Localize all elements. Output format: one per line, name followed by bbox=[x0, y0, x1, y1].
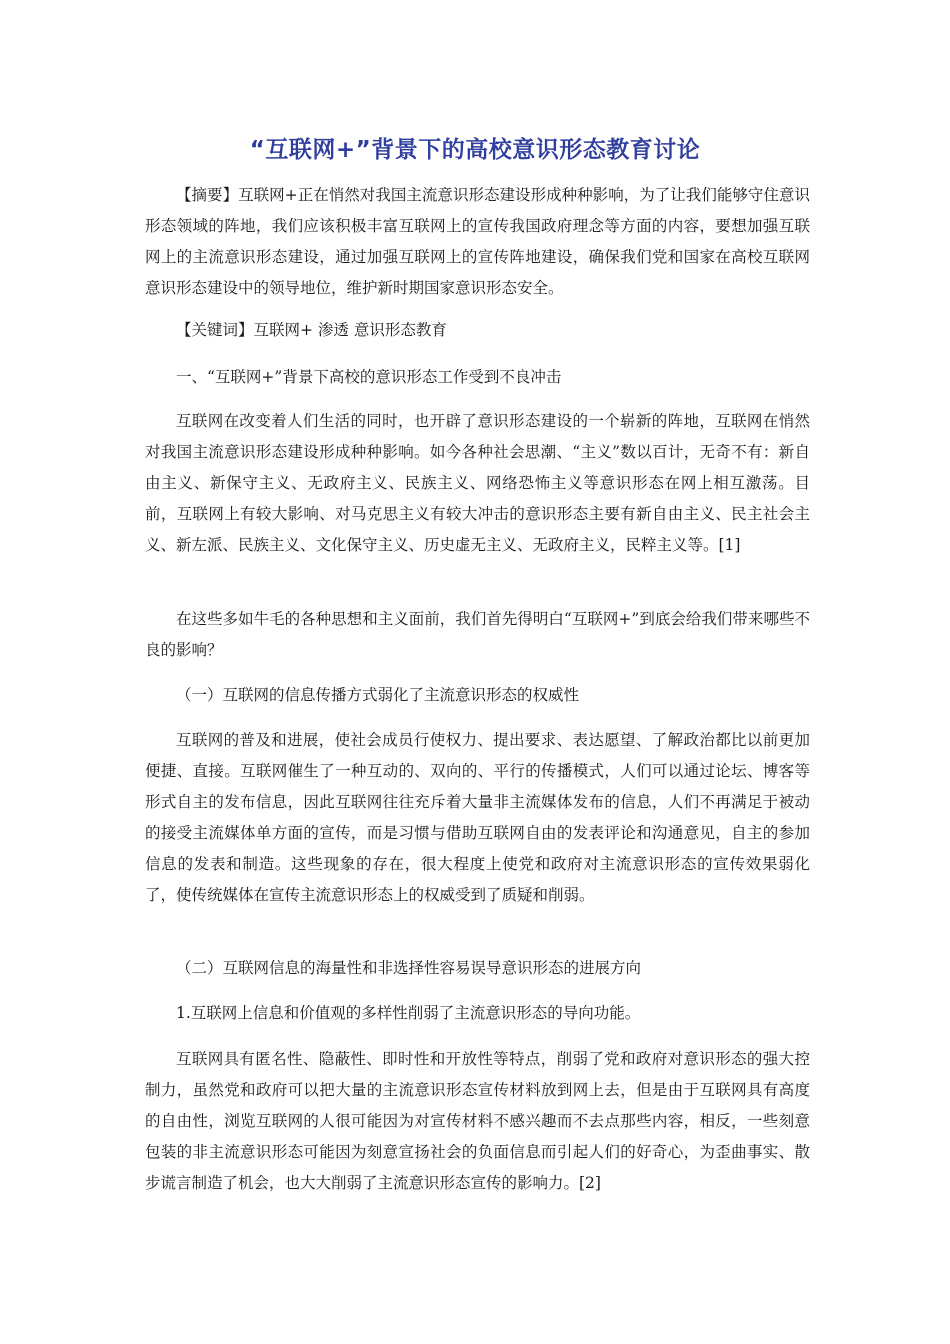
section-heading-1: 一、“互联网+”背景下高校的意识形态工作受到不良冲击 bbox=[176, 368, 562, 386]
abstract-paragraph bbox=[145, 180, 810, 304]
keywords-paragraph bbox=[145, 315, 810, 346]
keywords-text: 互联网+ 渗透 意识形态教育 bbox=[253, 321, 447, 339]
body-paragraph-4: 互联网具有匿名性、隐蔽性、即时性和开放性等特点，削弱了党和政府对意识形态的强大控制力，虽然党和政府可以把大量的主流意识形态宣传材料放到网上去，但是由于互联网具有高度的自由性，浏览互联网的人很可能因为对宣传材料不感兴趣而不去点那些内容，相反，一些刻意包装的非主流意识形态可能因为刻意宣扬社会的负面信息而引起人们的好奇心，为歪曲事实、散步谎言制造了机会，也大大削弱了主流意识形态宣传的影响力。[2] bbox=[145, 1050, 810, 1192]
subsection-heading-2: （二）互联网信息的海量性和非选择性容易误导意识形态的进展方向 bbox=[176, 959, 642, 977]
abstract-text: 互联网+正在悄然对我国主流意识形态建设形成种种影响，为了让我们能够守住意识形态领域的阵地，我们应该积极丰富互联网上的宣传我国政府理念等方面的内容，要想加强互联网上的主流意识形态建设，通过加强互联网上的宣传阵地建设，确保我们党和国家在高校互联网意识形态建设中的领导地位，维护新时期国家意识形态安全。 bbox=[145, 186, 810, 297]
body-paragraph-3: 互联网的普及和进展，使社会成员行使权力、提出要求、表达愿望、了解政治都比以前更加便捷、直接。互联网催生了一种互动的、双向的、平行的传播模式，人们可以通过论坛、博客等形式自主的发布信息，因此互联网往往充斥着大量非主流媒体发布的信息，人们不再满足于被动的接受主流媒体单方面的宣传，而是习惯与借助互联网自由的发表评论和沟通意见，自主的参加信息的发表和制造。这些现象的存在，很大程度上使党和政府对主流意识形态的宣传效果弱化了，使传统媒体在宣传主流意识形态上的权威受到了质疑和削弱。 bbox=[145, 731, 810, 904]
body-paragraph-1: 互联网在改变着人们生活的同时，也开辟了意识形态建设的一个崭新的阵地，互联网在悄然对我国主流意识形态建设形成种种影响。如今各种社会思潮、“主义”数以百计，无奇不有：新自由主义、新保守主义、无政府主义、民族主义、网络恐怖主义等意识形态在网上相互激荡。目前，互联网上有较大影响、对马克思主义有较大冲击的意识形态主要有新自由主义、民主社会主义、新左派、民族主义、文化保守主义、历史虚无主义、无政府主义，民粹主义等。[1] bbox=[145, 412, 810, 554]
keywords-label: 【关键词】 bbox=[176, 321, 254, 339]
document-title: “互联网+”背景下的高校意识形态教育讨论 bbox=[249, 137, 701, 163]
abstract-label: 【摘要】 bbox=[176, 186, 239, 204]
body-paragraph-2: 在这些多如牛毛的各种思想和主义面前，我们首先得明白“互联网+”到底会给我们带来哪些不良的影响？ bbox=[145, 610, 810, 659]
subsection-heading-1: （一）互联网的信息传播方式弱化了主流意识形态的权威性 bbox=[176, 686, 580, 704]
point-heading-1: 1.互联网上信息和价值观的多样性削弱了主流意识形态的导向功能。 bbox=[176, 1004, 641, 1022]
